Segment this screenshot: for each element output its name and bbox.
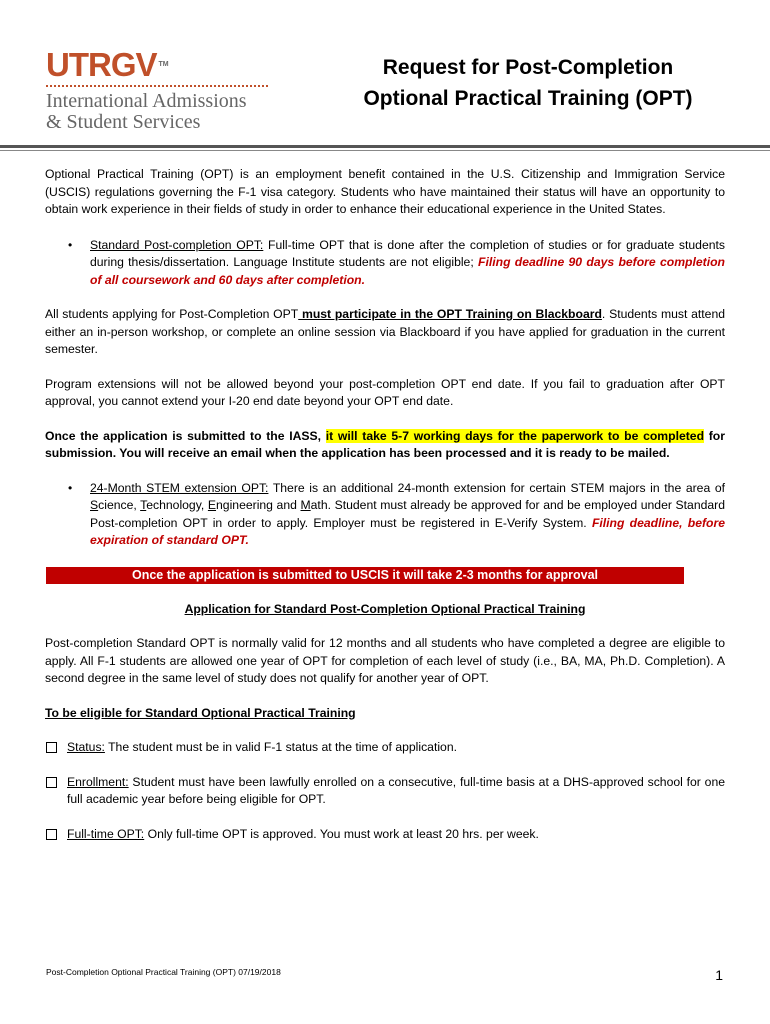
submission-highlight: it will take 5-7 working days for the paperwork to be completed — [325, 428, 705, 443]
logo-wordmark: UTRGV — [46, 46, 157, 83]
footer-document-id: Post-Completion Optional Practical Training (OPT) 07/19/2018 — [46, 967, 281, 977]
checkbox-icon[interactable] — [46, 777, 57, 788]
training-text-1: All students applying for Post-Completion OPT — [45, 307, 299, 321]
eligibility-text: Student must have been lawfully enrolled on a consecutive, full-time basis at a DHS-approved school for one full academic year before being eligible for OPT. — [67, 774, 725, 806]
eligibility-item-fulltime[interactable] — [45, 826, 725, 844]
document-title — [358, 52, 698, 114]
title-line1: Request for Post-Completion — [382, 56, 674, 79]
header-rule-thick — [0, 145, 770, 148]
logo-dotted-rule — [46, 85, 268, 87]
standard-opt-text: Full-time OPT that is done after the completion of studies or for graduate students during thesis/dissertation. Language Institute students are not eligible; — [90, 237, 725, 269]
header-rule-thin — [0, 150, 770, 151]
submission-text-2: for submission. You will receive an email when the application has been processed and it is ready to be mailed. — [45, 428, 725, 460]
title-line2: Optional Practical Training (OPT) — [363, 87, 693, 110]
eligibility-heading: To be eligible for Standard Optional Practical Training — [45, 705, 356, 720]
standard-opt-deadline: Filing deadline 90 days before completion of all coursework and 60 days after completion. — [90, 255, 725, 287]
stem-opt-text: There is an additional 24-month extension for certain STEM majors in the area of — [268, 480, 725, 495]
document-body — [45, 166, 725, 843]
validity-paragraph: Post-completion Standard OPT is normally valid for 12 months and all students who have completed a degree are eligible to apply. All F-1 students are allowed one year of OPT for completion of each level of study (i.e., BA, MA, Ph.D. Completion). A second degree in the same level of study does not qualify for another year of OPT. — [45, 636, 725, 685]
eligibility-label: Enrollment: — [67, 774, 129, 789]
logo-trademark: TM — [158, 61, 169, 68]
submission-text-1: Once the application is submitted to the IASS, — [45, 428, 326, 443]
eligibility-label: Status: — [67, 740, 105, 754]
stem-opt-bullet — [45, 480, 725, 550]
uscis-approval-banner: Once the application is submitted to USCIS it will take 2-3 months for approval — [46, 567, 684, 584]
eligibility-item-enrollment[interactable] — [45, 774, 725, 809]
eligibility-text: Only full-time OPT is approved. You must work at least 20 hrs. per week. — [144, 826, 539, 841]
stem-word-science: cience, — [98, 498, 141, 512]
eligibility-text: The student must be in valid F-1 status at the time of application. — [104, 740, 457, 754]
application-heading: Application for Standard Post-Completion Optional Practical Training — [184, 601, 586, 616]
eligibility-item-status[interactable] — [45, 739, 725, 757]
standard-opt-bullet — [45, 237, 725, 290]
eligibility-label: Full-time OPT: — [67, 826, 145, 841]
training-paragraph — [45, 306, 725, 359]
intro-paragraph: Optional Practical Training (OPT) is an employment benefit contained in the U.S. Citizenship and Immigration Service (USCIS) regulations governing the F-1 visa category. Students who have maintained their status will have an opportunity to obtain work experience in their fields of study in order to enhance their educational experience in the United States. — [45, 167, 725, 216]
dept-name-line1: International Admissions — [46, 90, 247, 112]
training-text-2: . Students must attend either an in-person workshop, or complete an online session via Blackboard if you have applied for graduation in the current semester. — [45, 307, 726, 356]
stem-letter-t: T — [140, 498, 147, 512]
stem-word-engineering: ngineering and — [216, 498, 301, 512]
bullet-icon: • — [68, 480, 73, 495]
stem-letter-m: M — [300, 498, 311, 512]
extension-paragraph: Program extensions will not be allowed beyond your post-completion OPT end date. If you fail to graduation after OPT approval, you cannot extend your I-20 end date beyond your OPT end date. — [45, 376, 725, 408]
page-number: 1 — [715, 967, 723, 983]
stem-word-math: ath. Student must already be approved for and be employed under Standard Post-completion OPT in order to apply. Employer must be registered in E-Verify System. — [90, 498, 725, 530]
stem-letter-e: E — [207, 498, 217, 512]
stem-letter-s: S — [90, 498, 99, 512]
dept-name-line2: & Student Services — [46, 111, 201, 133]
utrgv-logo — [46, 48, 286, 133]
standard-opt-label: Standard Post-completion OPT: — [90, 237, 264, 252]
training-emphasis: must participate in the OPT Training on Blackboard — [298, 307, 602, 321]
stem-word-technology: echnology, — [146, 498, 208, 512]
stem-opt-label: 24-Month STEM extension OPT: — [90, 480, 269, 495]
checkbox-icon[interactable] — [46, 829, 57, 840]
submission-paragraph — [45, 428, 725, 463]
checkbox-icon[interactable] — [46, 742, 57, 753]
stem-opt-deadline: Filing deadline, before expiration of standard OPT. — [90, 515, 725, 547]
bullet-icon: • — [68, 237, 73, 252]
